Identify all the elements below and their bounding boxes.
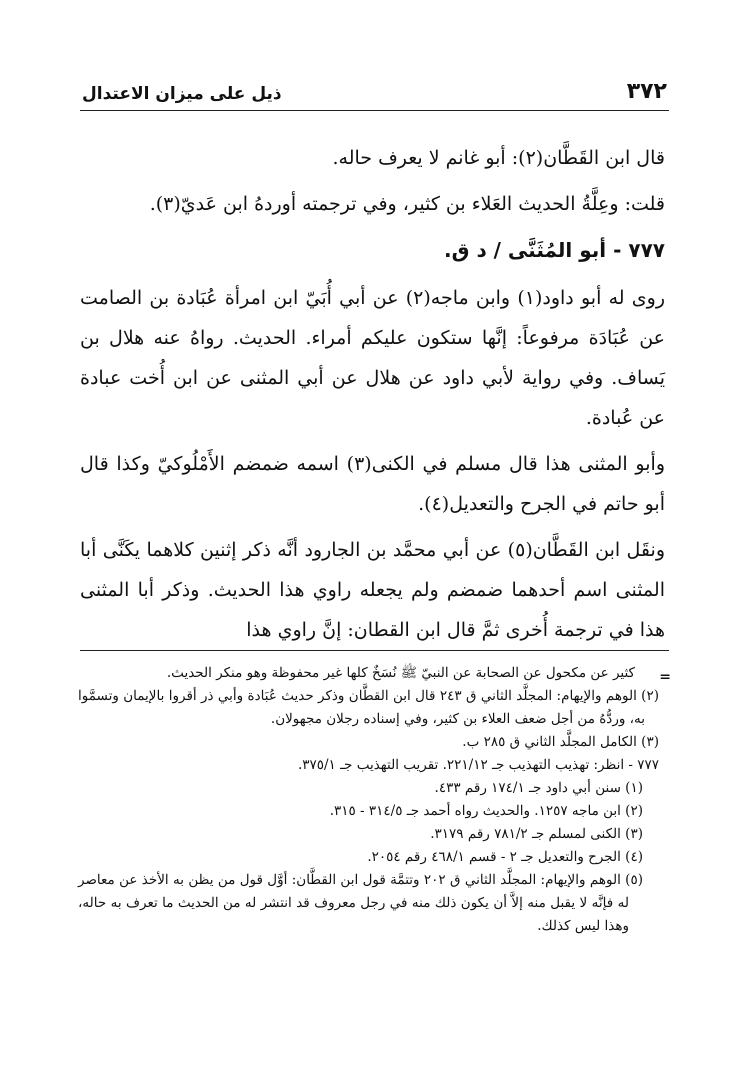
footnote-group-4: (٤) الجرح والتعديل جـ ٢ - قسم ٤٦٨/١ رقم ٢٠٥٤. — [367, 849, 643, 865]
footnotes — [78, 662, 671, 938]
footnote-group-2: (٢) ابن ماجه ١٢٥٧. والحديث رواه أحمد جـ ٣١٤/٥ - ٣١٥. — [329, 803, 643, 819]
paragraph-ibn-jarud: ونقَل ابن القَطَّان(٥) عن أبي محمَّد بن الجارود أنَّه ذكر إثنين كلاهما يكَنَّى أبا المثنى اسم أحدهما ضمضم ولم يجعله راوي هذا الحديث. وذكر أبا المثنى هذا في ترجمة أُخرى ثمَّ قال ابن القطان: إنَّ راوي هذا — [80, 539, 666, 641]
footnote-continuation — [78, 662, 671, 685]
paragraph-ibn-qattan: قال ابن القَطَّان(٢): أبو غانم لا يعرف حاله. — [332, 147, 665, 169]
footnote-continuation-text: كثير عن مكحول عن الصحابة عن النبيّ ﷺ نُسَخٌ كلها غير محفوظة وهو منكر الحديث. — [166, 665, 635, 681]
paragraph-muslim-kuna: وأبو المثنى هذا قال مسلم في الكنى(٣) اسمه ضمضم الأَمْلُوكيّ وكذا قال أبو حاتم في الجرح والتعديل(٤). — [80, 453, 665, 515]
entry-title: ٧٧٧ - أبو المُثَنَّى / د ق. — [444, 238, 665, 262]
header-rule — [80, 110, 669, 111]
footnote-group-heading: ٧٧٧ - انظر: تهذيب التهذيب جـ ٢٢١/١٢. تقريب التهذيب جـ ٣٧٥/١. — [297, 757, 659, 773]
footnote-group-3: (٣) الكنى لمسلم جـ ٧٨١/٢ رقم ٣١٧٩. — [430, 826, 643, 842]
paragraph-qultu: قلت: وعِلَّةُ الحديث العَلاء بن كثير، وفي ترجمته أوردهُ ابن عَديّ(٣). — [149, 193, 665, 215]
footnote-3: (٣) الكامل المجلَّد الثاني ق ٢٨٥ ب. — [462, 734, 659, 750]
running-title: ذيل على ميزان الاعتدال — [82, 84, 282, 104]
main-text — [80, 138, 665, 656]
footnote-group-1: (١) سنن أبي داود جـ ١٧٤/١ رقم ٤٣٣. — [434, 780, 643, 796]
page-number: ٣٧٢ — [626, 79, 667, 104]
footnote-group-5: (٥) الوهم والإيهام: المجلَّد الثاني ق ٢٠٢ وتتمَّة قول ابن القطَّان: أوَّل قول من يظن به الأخذ عن معاصر له فإنَّه لا يقبل منه إلاَّ أن يكون ذلك منه في رجل معروف قد انتشر له من الحديث ما تعرف به حاله، وهذا ليس كذلك. — [78, 872, 643, 934]
footnote-2: (٢) الوهم والإيهام: المجلَّد الثاني ق ٢٤٣ قال ابن القطَّان وذكر حديث عُبَادة وأبي ذر أقروا بالإيمان وتسمَّوا به، وردُّهُ من أجل ضعف العلاء بن كثير، وفي إسناده رجلان مجهولان. — [78, 688, 659, 727]
page-header — [82, 78, 667, 104]
footnote-rule — [80, 650, 669, 651]
continuation-mark: = — [659, 669, 671, 685]
paragraph-narration: روى له أبو داود(١) وابن ماجه(٢) عن أبي أُبَيّ ابن امرأة عُبَادة بن الصامت عن عُبَادَة مرفوعاً: إنَّها ستكون عليكم أمراء. الحديث. رواهُ عنه هلال بن يَساف. وفي رواية لأبي داود عن هلال عن أبي المثنى عن ابن أُخت عبادة عن عُبادة. — [80, 287, 665, 429]
